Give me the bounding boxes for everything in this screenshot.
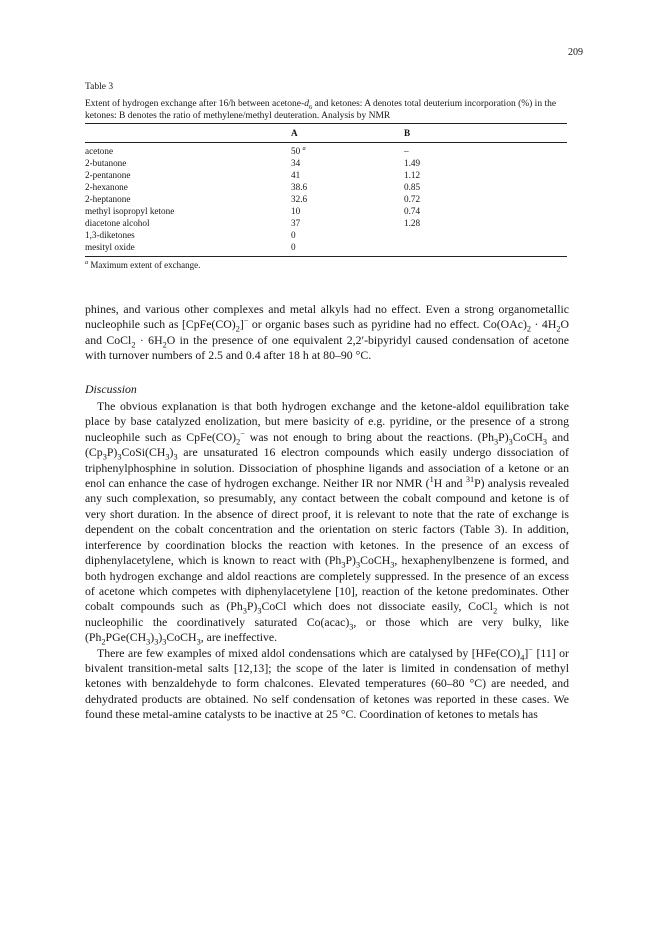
table-row xyxy=(85,193,567,205)
compound-name: 2-hexanone xyxy=(85,182,128,192)
table-row xyxy=(85,157,567,169)
paragraph: phines, and various other complexes and metal alkyls had no effect. Even a strong organometallic nucleophile such as $[CpFe(CO)_2]^-$ or organic bases such as pyridine had no effect. $Co(OAc)_2 \cdot 4H_2O$ and CoCl$_2$ · $6H_2O$ in the presence of one equivalent 2,2′-bipyridyl caused condensation of acetone with turnover numbers of 2.5 and 0.4 after 18 h at 80–90 °C. xyxy=(85,302,570,363)
header-compound xyxy=(85,124,291,143)
value-a: 38.6 xyxy=(291,182,308,192)
compound-name: acetone xyxy=(85,146,114,156)
compound-name: 2-pentanone xyxy=(85,170,131,180)
table-row xyxy=(85,205,567,217)
page-number: 209 xyxy=(568,47,583,58)
value-b: 0.74 xyxy=(404,206,421,216)
compound-name: 2-butanone xyxy=(85,158,127,168)
value-a: 32.6 xyxy=(291,194,308,204)
data-table xyxy=(85,123,567,257)
body-text xyxy=(85,302,569,723)
value-b: 1.49 xyxy=(404,158,421,168)
header-b: B xyxy=(404,124,567,143)
value-a: 37 xyxy=(291,218,301,228)
table-label: Table 3 xyxy=(85,82,114,92)
section-heading: Discussion xyxy=(85,381,137,396)
table-row xyxy=(85,241,567,257)
paragraph: There are few examples of mixed aldol condensations which are catalysed by $[HFe(CO)_4]^-$ [11] or bivalent transition-metal salts [12,13]; the scope of the later is limited in condensation of methyl ketones with benzaldehyde to form chalcones. Elevated temperatures (60–80 °C) are needed, and dehydrated products are obtained. No self condensation of ketones was reported in these cases. We found these metal-amine catalysts to be inactive at 25 °C. Coordination of ketones to metals has xyxy=(85,644,569,722)
compound-name: 2-heptanone xyxy=(85,194,131,204)
table-row xyxy=(85,181,567,193)
value-b: 0.85 xyxy=(404,182,421,192)
table-row xyxy=(85,169,567,181)
table-row xyxy=(85,229,567,241)
header-a: A xyxy=(291,124,404,143)
value-b: 1.12 xyxy=(404,170,421,180)
table-caption: Extent of hydrogen exchange after 16/h between acetone-$d_6$ and ketones: A denotes total deuterium incorporation (%) in the ketones: B denotes the ratio of methylene/methyl deuteration. Analysis by NMR xyxy=(85,99,557,121)
paragraph: The obvious explanation is that both hydrogen exchange and the ketone-aldol equilibration take place by base catalyzed enolization, but mere basicity of e.g. pyridine, or the presence of a strong nucleophile such as $CpFe(CO)_2^-$ was not enough to bring about the reactions. $(Ph_3P)_3CoCH_3$ and $(Cp_3P)_3CoSi(CH_3)_3$ are unsaturated 16 electron compounds which easily undergo dissociation of triphenylphosphine in solution. Dissociation of phosphine ligands and association of a ketone or an enol can enhance the case of hydrogen exchange. Neither IR nor NMR ($^1$H and $^{31}$P) analysis revealed any such complexation, so presumably, any contact between the cobalt compound and ketone is of very short duration. In the absence of direct proof, it is relevant to note that the rate of exchange is dependent on the cobalt concentration and the orientation on steric factors (Table 3). In addition, interference by coordination blocks the reaction with ketones. In the presence of an excess of diphenylacetylene, which is known to react with $(Ph_3P)_3CoCH_3$, hexaphenylbenzene is formed, and both hydrogen exchange and aldol reactions are completely suppressed. In the presence of an excess of acetone which competes with diphenylacetylene [10], reaction of the ketone predominates. Other cobalt compounds such as $(Ph_3P)_3CoCl$ which does not dissociate easily, CoCl$_2$ which is not nucleophilic the coordinatively saturated $Co(acac)_3$, or those which are very bulky, like $(Ph_2PGe(CH_3)_3)_3CoCH_3$, are ineffective. xyxy=(85,399,570,647)
table-row xyxy=(85,143,567,158)
value-b: – xyxy=(404,146,409,156)
value-a: 50 $^a$ xyxy=(291,144,306,156)
compound-name: methyl isopropyl ketone xyxy=(85,206,175,216)
table-row xyxy=(85,217,567,229)
compound-name: mesityl oxide xyxy=(85,241,291,257)
value-b: 0.72 xyxy=(404,194,421,204)
value-a: 10 xyxy=(291,206,301,216)
table-footnote: $^a$ Maximum extent of exchange. xyxy=(85,259,201,270)
compound-name: diacetone alcohol xyxy=(85,218,150,228)
value-b: 1.28 xyxy=(404,218,421,228)
table-3 xyxy=(85,82,567,270)
value-b xyxy=(404,229,567,241)
table-header-row xyxy=(85,124,567,143)
value-a: 41 xyxy=(291,170,301,180)
compound-name: 1,3-diketones xyxy=(85,230,135,240)
value-b xyxy=(404,241,567,257)
value-a: 34 xyxy=(291,158,301,168)
value-a: 0 xyxy=(291,241,404,257)
value-a: 0 xyxy=(291,230,296,240)
